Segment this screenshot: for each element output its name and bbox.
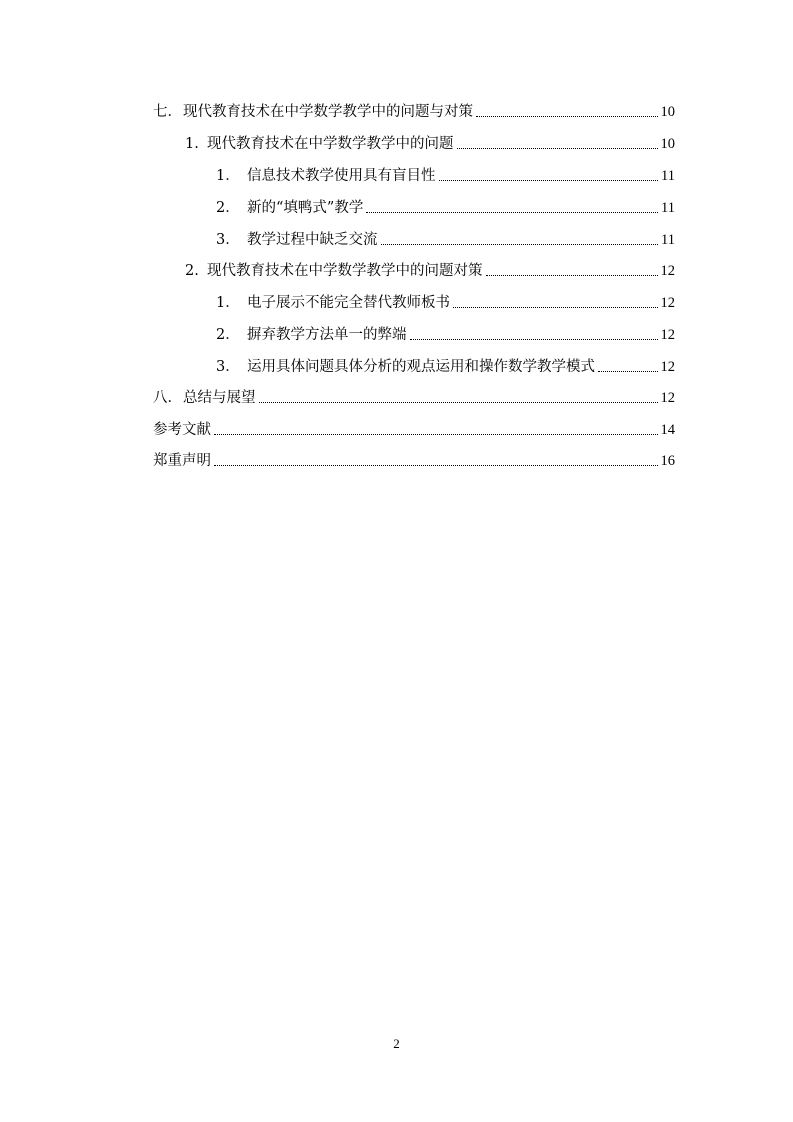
toc-entry-label bbox=[153, 421, 213, 439]
toc-entry-title: 现代教育技术在中学数学教学中的问题对策 bbox=[207, 263, 483, 279]
toc-entry-title: 现代教育技术在中学数学教学中的问题与对策 bbox=[183, 104, 473, 120]
dot-leader bbox=[453, 307, 658, 308]
toc-entry-title: 郑重声明 bbox=[153, 453, 211, 469]
toc-entry-references[interactable] bbox=[153, 417, 675, 439]
toc-entry-page: 12 bbox=[660, 295, 675, 311]
toc-entry-label bbox=[153, 103, 475, 121]
toc-entry-number: 1． bbox=[216, 168, 240, 184]
toc-entry-label bbox=[216, 326, 409, 344]
toc-entry-subsection-7-1-3[interactable] bbox=[216, 227, 675, 249]
toc-entry-label bbox=[153, 389, 258, 407]
dot-leader bbox=[439, 180, 659, 181]
toc-entry-page: 10 bbox=[660, 136, 675, 152]
toc-entry-subsection-7-2-2[interactable] bbox=[216, 322, 675, 344]
toc-entry-number: 3． bbox=[216, 232, 240, 248]
toc-entry-page: 11 bbox=[661, 200, 675, 216]
dot-leader bbox=[381, 244, 659, 245]
toc-entry-title: 现代教育技术在中学数学教学中的问题 bbox=[207, 136, 454, 152]
toc-entry-title: 运用具体问题具体分析的观点运用和操作数学教学模式 bbox=[247, 359, 595, 375]
dot-leader bbox=[214, 465, 658, 466]
toc-entry-section-7-2[interactable] bbox=[185, 258, 675, 280]
toc-entry-declaration[interactable] bbox=[153, 448, 675, 470]
toc-entry-number: 2． bbox=[216, 327, 240, 343]
toc-entry-label bbox=[216, 167, 438, 185]
toc-entry-number: 1. bbox=[185, 136, 199, 152]
toc-entry-number: 1． bbox=[216, 295, 240, 311]
toc-entry-label bbox=[153, 452, 213, 470]
toc-entry-number: 2. bbox=[185, 263, 199, 279]
toc-entry-number: 八． bbox=[153, 390, 182, 406]
toc-entry-subsection-7-1-1[interactable] bbox=[216, 163, 675, 185]
page-number: 2 bbox=[393, 1036, 400, 1051]
dot-leader bbox=[476, 116, 658, 117]
toc-entry-label bbox=[185, 135, 456, 153]
toc-entry-page: 14 bbox=[660, 422, 675, 438]
dot-leader bbox=[486, 275, 658, 276]
toc-entry-number: 2． bbox=[216, 200, 240, 216]
toc-entry-label bbox=[216, 231, 380, 249]
toc-entry-title: 新的“填鸭式”教学 bbox=[247, 200, 364, 216]
toc-entry-title: 教学过程中缺乏交流 bbox=[247, 232, 378, 248]
toc-entry-number: 七． bbox=[153, 104, 182, 120]
toc-entry-page: 16 bbox=[660, 453, 675, 469]
toc-entry-title: 参考文献 bbox=[153, 422, 211, 438]
toc-entry-chapter-7[interactable] bbox=[153, 99, 675, 121]
toc-entry-title: 总结与展望 bbox=[183, 390, 256, 406]
toc-entry-label bbox=[216, 358, 597, 376]
dot-leader bbox=[214, 434, 658, 435]
dot-leader bbox=[259, 402, 658, 403]
toc-entry-page: 12 bbox=[660, 327, 675, 343]
toc-entry-page: 11 bbox=[661, 168, 675, 184]
toc-entry-page: 10 bbox=[660, 104, 675, 120]
dot-leader bbox=[410, 339, 658, 340]
dot-leader bbox=[598, 371, 658, 372]
dot-leader bbox=[457, 148, 658, 149]
toc-entry-number: 3． bbox=[216, 359, 240, 375]
toc-entry-subsection-7-2-3[interactable] bbox=[216, 354, 675, 376]
toc-entry-page: 12 bbox=[660, 263, 675, 279]
toc-entry-subsection-7-1-2[interactable] bbox=[216, 195, 675, 217]
toc-entry-label bbox=[185, 262, 485, 280]
toc-entry-subsection-7-2-1[interactable] bbox=[216, 290, 675, 312]
toc-entry-title: 电子展示不能完全替代教师板书 bbox=[247, 295, 450, 311]
toc-entry-label bbox=[216, 199, 365, 217]
toc-entry-chapter-8[interactable] bbox=[153, 385, 675, 407]
toc-entry-label bbox=[216, 294, 452, 312]
toc-entry-section-7-1[interactable] bbox=[185, 131, 675, 153]
toc-entry-page: 12 bbox=[660, 359, 675, 375]
toc-entry-page: 11 bbox=[661, 232, 675, 248]
toc-entry-title: 信息技术教学使用具有盲目性 bbox=[247, 168, 436, 184]
toc-entry-title: 摒弃教学方法单一的弊端 bbox=[247, 327, 407, 343]
toc-entry-page: 12 bbox=[660, 390, 675, 406]
dot-leader bbox=[366, 212, 658, 213]
